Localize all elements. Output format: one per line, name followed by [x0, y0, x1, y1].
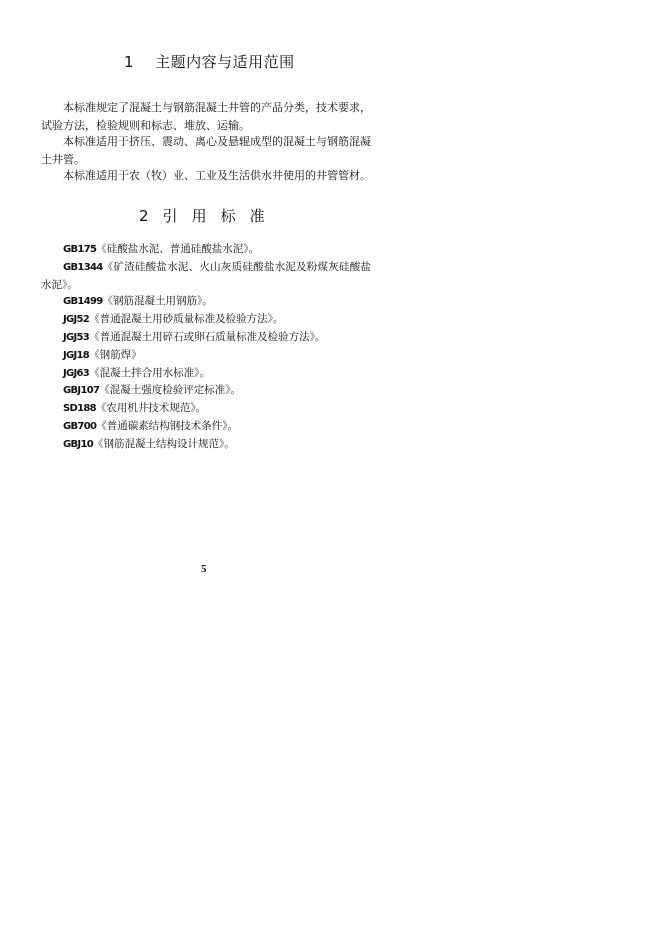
page-number: 5 [201, 563, 207, 575]
reference-item [41, 311, 371, 329]
reference-code: JGJ63 [63, 367, 90, 379]
reference-title: 《农用机井技术规范》。 [95, 402, 207, 415]
section-2-title-char: 引 [162, 207, 178, 225]
reference-code: SD188 [63, 403, 96, 415]
reference-item [41, 365, 371, 383]
reference-code: JGJ53 [63, 331, 90, 343]
scope-paragraph-3: 本标准适用于农（牧）业、工业及生活供水井使用的井管管材。 [63, 169, 371, 182]
reference-title: 《矿渣硅酸盐水泥、火山灰质硅酸盐水泥及粉煤灰硅酸盐水泥》。 [41, 260, 371, 291]
reference-title: 《普通碳素结构钢技术条件》。 [96, 419, 238, 432]
scope-paragraph-1: 本标准规定了混凝土与钢筋混凝土井管的产品分类，技术要求，试验方法，检验规则和标志、堆放、运输。 [41, 101, 371, 132]
reference-code: GB1344 [63, 261, 103, 273]
reference-title: 《钢筋混凝土结构设计规范》。 [92, 437, 235, 450]
reference-code: JGJ18 [63, 349, 90, 361]
reference-item [41, 418, 371, 436]
reference-code: GBJ107 [63, 385, 100, 397]
section-2-number: 2 [139, 207, 149, 225]
section-2-title-char: 用 [191, 207, 207, 225]
section-1-heading [124, 51, 295, 72]
reference-title: 《混凝土拌合用水标准》。 [89, 366, 210, 379]
section-2-title-char: 标 [220, 207, 236, 225]
reference-title: 《硅酸盐水泥、普通硅酸盐水泥》。 [96, 243, 259, 255]
reference-list [41, 241, 371, 454]
reference-code: GB700 [63, 420, 97, 432]
reference-title: 《混凝土强度检验评定标准》。 [99, 384, 241, 397]
reference-item [41, 347, 371, 365]
section-2-title-char: 准 [249, 207, 265, 225]
reference-title: 《钢筋混凝土用钢筋》。 [102, 295, 213, 308]
reference-item [41, 241, 371, 259]
reference-code: GB1499 [63, 296, 103, 308]
reference-item [41, 259, 371, 294]
reference-title: 《普通混凝土用砂质量标准及检验方法》。 [89, 313, 284, 326]
section-2-heading [139, 205, 279, 226]
reference-item [41, 293, 371, 311]
reference-code: JGJ52 [63, 314, 90, 326]
scope-paragraph-2: 本标准适用于挤压、震动、离心及悬辊成型的混凝土与钢筋混凝土井管。 [41, 135, 371, 166]
reference-item [41, 382, 371, 400]
reference-title: 《钢筋焊》 [89, 348, 142, 361]
reference-title: 《普通混凝土用碎石或卵石质量标准及检验方法》。 [89, 330, 326, 343]
reference-code: GB175 [63, 244, 97, 255]
reference-code: GBJ10 [63, 438, 93, 450]
reference-item [41, 329, 371, 347]
reference-item [41, 400, 371, 418]
section-1-number: 1 [124, 53, 135, 71]
section-1-title: 主题内容与适用范围 [155, 53, 295, 71]
reference-item [41, 436, 371, 454]
